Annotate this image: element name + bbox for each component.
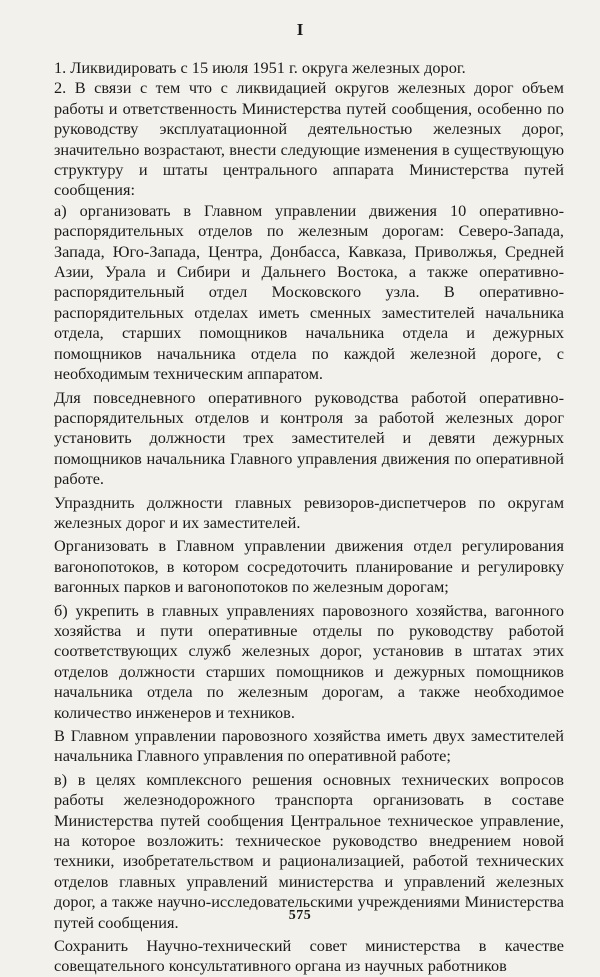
page-number: 575 bbox=[288, 908, 312, 923]
paragraph-1: 1. Ликвидировать с 15 июля 1951 г. округа железных дорог. bbox=[54, 58, 466, 77]
body-text bbox=[54, 58, 564, 977]
paragraph-10: Сохранить Научно-технический совет министерства в качестве совещательного консультативного органа из научных работников bbox=[54, 936, 564, 976]
paragraph-9: в) в целях комплексного решения основных технических вопросов работы железнодорожного транспорта организовать в составе Министерства путей сообщения Центральное техническое управление, на которое возложить: техническое руководство внедрением новой техники, изобретательством и рационализацией, работой технических отделов главных управлений министерства и управлений железных дорог, а также научно-исследовательскими учреждениями Министерства путей сообщения. bbox=[54, 769, 564, 932]
paragraph-5: Упразднить должности главных ревизоров-диспетчеров по округам железных дорог и их заместителей. bbox=[54, 492, 564, 532]
paragraph-7: б) укрепить в главных управлениях паровозного хозяйства, вагонного хозяйства и пути оперативные отделы по руководству работой соответствующих служб железных дорог, установив в штатах этих отделов должности старших помощников и дежурных помощников начальника отдела по железным дорогам, а также необходимое количество инженеров и техников. bbox=[54, 600, 564, 722]
paragraph-4: Для повседневного оперативного руководства работой оперативно-распорядительных отделов и контроля за работой железных дорог установить должности трех заместителей и девяти дежурных помощников начальника Главного управления движения по оперативной работе. bbox=[54, 387, 564, 489]
paragraph-6: Организовать в Главном управлении движения отдел регулирования вагонопотоков, в котором сосредоточить планирование и регулировку вагонных парков и вагонопотоков по железным дорогам; bbox=[54, 536, 564, 597]
paragraph-8: В Главном управлении паровозного хозяйства иметь двух заместителей начальника Главного управления по оперативной работе; bbox=[54, 726, 564, 766]
paragraph-3: а) организовать в Главном управлении движения 10 оперативно-распорядительных отделов по железным дорогам: Северо-Запада, Запада, Юго-Запада, Центра, Донбасса, Кавказа, Приволжья, Средней Азии, Урала и Сибири и Дальнего Востока, а также оперативно-распорядительный отдел Московского узла. В оперативно-распорядительных отделах иметь сменных заместителей начальника отдела, старших помощников начальника отдела и дежурных помощников начальника отдела по каждой железной дороге, с необходимым техническим аппаратом. bbox=[54, 200, 564, 384]
paragraph-2: 2. В связи с тем что с ликвидацией округов железных дорог объем работы и ответственность Министерства путей сообщения, особенно по руководству эксплуатационной деятельностью железных дорог, значительно возрастают, внести следующие изменения в существующую структуру и штаты центрального аппарата Министерства путей сообщения: bbox=[54, 78, 564, 200]
section-mark: I bbox=[296, 20, 304, 39]
